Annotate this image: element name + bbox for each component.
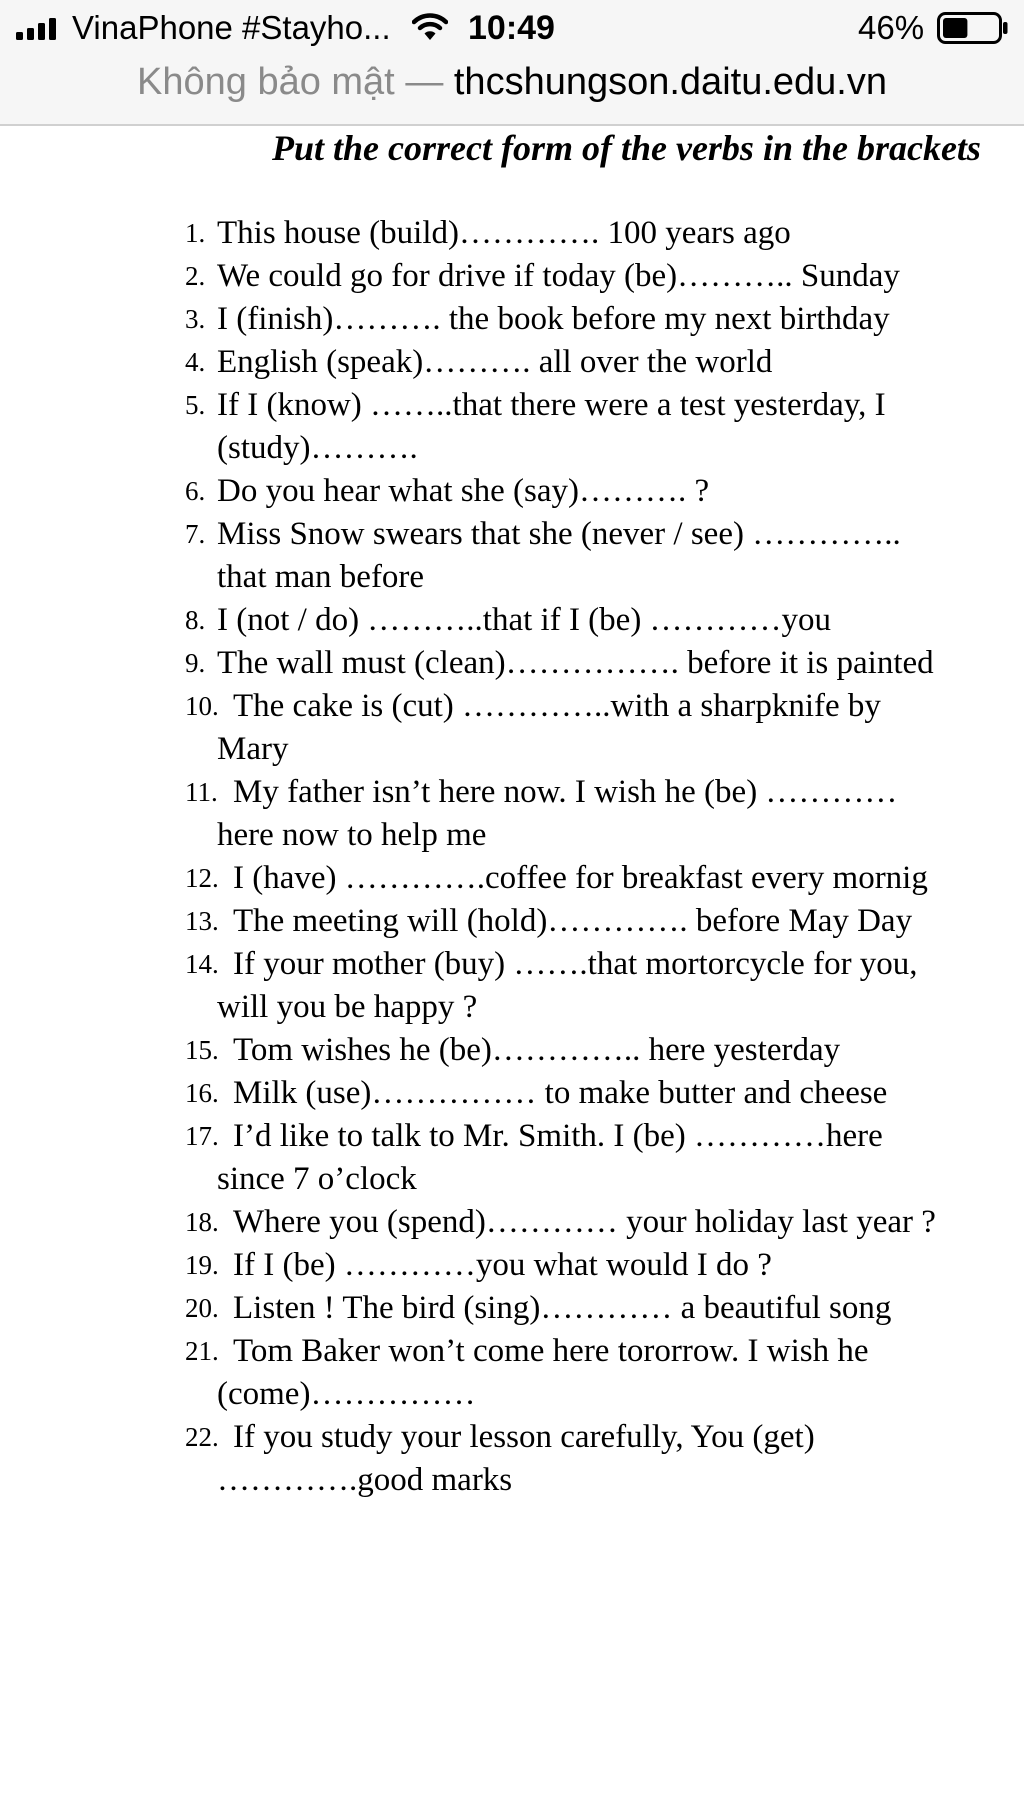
exercise-list (0, 212, 1024, 1502)
security-label: Không bảo mật (137, 61, 395, 103)
exercise-item (0, 1072, 1024, 1115)
exercise-item (0, 685, 1024, 771)
carrier-name: VinaPhone #Stayho... (72, 9, 391, 46)
clock-time: 10:49 (468, 9, 555, 47)
exercise-text: The cake is (cut) …………..with a sharpknife by Mary (217, 688, 881, 767)
exercise-item (0, 1115, 1024, 1201)
exercise-number: 7. (185, 519, 206, 549)
exercise-item (0, 1416, 1024, 1502)
exercise-text: Tom wishes he (be)………….. here yesterday (233, 1032, 841, 1068)
signal-icon (16, 18, 64, 40)
exercise-number: 11. (185, 777, 218, 807)
exercise-item (0, 1201, 1024, 1244)
exercise-item (0, 771, 1024, 857)
exercise-text: If I (know) ……..that there were a test yesterday, I (study)………. (217, 387, 886, 466)
exercise-number: 10. (185, 691, 219, 721)
exercise-text: Tom Baker won’t come here tororrow. I wish he (come)…………… (217, 1333, 869, 1412)
exercise-item (0, 1330, 1024, 1416)
document-page (0, 126, 1024, 1820)
exercise-number: 6. (185, 476, 206, 506)
exercise-text: English (speak)………. all over the world (217, 344, 773, 380)
exercise-item (0, 341, 1024, 384)
exercise-text: Milk (use)…………… to make butter and cheese (233, 1075, 888, 1111)
exercise-item (0, 255, 1024, 298)
exercise-number: 19. (185, 1250, 219, 1280)
exercise-number: 21. (185, 1336, 219, 1366)
exercise-item (0, 384, 1024, 470)
exercise-item (0, 470, 1024, 513)
exercise-item (0, 298, 1024, 341)
wifi-icon (412, 10, 448, 46)
exercise-number: 12. (185, 863, 219, 893)
battery-icon (937, 12, 1009, 44)
exercise-item (0, 212, 1024, 255)
exercise-text: Do you hear what she (say)………. ? (217, 473, 710, 509)
battery-level-fill (943, 18, 967, 38)
exercise-text: I (have) ………….coffee for breakfast every mornig (233, 860, 928, 896)
status-bar (0, 0, 1024, 56)
exercise-text: My father isn’t here now. I wish he (be) …………here now to help me (217, 774, 898, 853)
exercise-number: 22. (185, 1422, 219, 1452)
exercise-number: 9. (185, 648, 206, 678)
exercise-item (0, 857, 1024, 900)
exercise-number: 1. (185, 218, 206, 248)
url-domain: thcshungson.daitu.edu.vn (453, 61, 887, 103)
exercise-number: 14. (185, 949, 219, 979)
exercise-number: 3. (185, 304, 206, 334)
exercise-text: I (finish)………. the book before my next birthday (217, 301, 890, 337)
battery-percentage: 46% (858, 9, 925, 46)
exercise-item (0, 1029, 1024, 1072)
exercise-text: I’d like to talk to Mr. Smith. I (be) …………here since 7 o’clock (217, 1118, 883, 1197)
exercise-number: 16. (185, 1078, 219, 1108)
exercise-number: 20. (185, 1293, 219, 1323)
exercise-item (0, 599, 1024, 642)
exercise-text: The wall must (clean)……………. before it is painted (217, 645, 934, 681)
exercise-text: This house (build)…………. 100 years ago (217, 215, 791, 251)
url-separator: — (405, 61, 444, 103)
exercise-number: 17. (185, 1121, 219, 1151)
exercise-item (0, 1244, 1024, 1287)
exercise-title: Put the correct form of the verbs in the brackets (272, 128, 981, 168)
exercise-number: 2. (185, 261, 206, 291)
exercise-number: 13. (185, 906, 219, 936)
exercise-number: 8. (185, 605, 206, 635)
exercise-item (0, 943, 1024, 1029)
exercise-text: We could go for drive if today (be)……….. Sunday (217, 258, 900, 294)
exercise-item (0, 642, 1024, 685)
exercise-text: If your mother (buy) …….that mortorcycle for you, will you be happy ? (217, 946, 918, 1025)
exercise-item (0, 513, 1024, 599)
exercise-item (0, 900, 1024, 943)
exercise-text: If you study your lesson carefully, You (get) ………….good marks (217, 1419, 815, 1498)
exercise-text: If I (be) …………you what would I do ? (233, 1247, 772, 1283)
exercise-number: 15. (185, 1035, 219, 1065)
exercise-text: I (not / do) ………..that if I (be) …………you (217, 602, 832, 638)
exercise-text: The meeting will (hold)…………. before May Day (233, 903, 913, 939)
exercise-text: Where you (spend)………… your holiday last year ? (233, 1204, 936, 1240)
exercise-text: Listen ! The bird (sing)………… a beautiful song (233, 1290, 892, 1326)
exercise-number: 5. (185, 390, 206, 420)
address-bar[interactable] (0, 56, 1024, 126)
exercise-number: 18. (185, 1207, 219, 1237)
exercise-number: 4. (185, 347, 206, 377)
exercise-text: Miss Snow swears that she (never / see) ………….. that man before (217, 516, 901, 595)
exercise-item (0, 1287, 1024, 1330)
